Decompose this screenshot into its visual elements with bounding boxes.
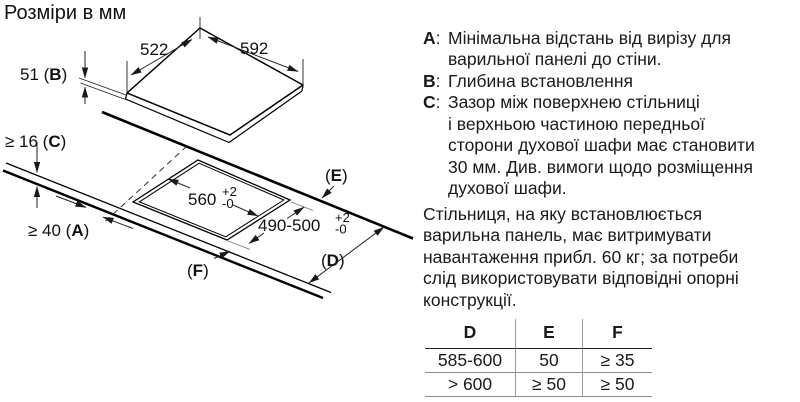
- definition-c-line: духової шафи.: [448, 178, 567, 199]
- dimension-table: [425, 319, 652, 397]
- table-cell: 50: [515, 349, 583, 373]
- dim-522-label: 522: [140, 40, 169, 59]
- label-e: [322, 166, 348, 198]
- definition-a: [423, 28, 798, 71]
- paragraph-line: навантаження прибл. 60 кг; за потреби: [423, 246, 739, 267]
- table-header-e: E: [515, 319, 583, 349]
- extension-line-right: [291, 202, 313, 211]
- definition-c-line: сторони духової шафи має становити: [448, 135, 755, 156]
- dim-560-tol-minus: -0: [222, 196, 234, 211]
- dim-a-label: ≥ 40 (A): [28, 221, 90, 240]
- cooktop-outline: [79, 28, 303, 143]
- table-header-d: D: [425, 319, 515, 349]
- page-title: Розміри в мм: [4, 2, 127, 24]
- label-f: [187, 251, 230, 280]
- dim-560-label: 560: [188, 190, 217, 209]
- dim-install-depth-b: [20, 51, 85, 104]
- definition-c: [423, 92, 798, 199]
- paragraph-line: конструкції.: [423, 289, 517, 310]
- definition-c-line: і верхньою частиною передньої: [448, 113, 706, 134]
- cooktop-slab-edge-lower: [81, 83, 126, 100]
- definition-c-line: 30 мм. Див. вимоги щодо розміщення: [448, 156, 753, 177]
- paragraph-line: Стільниця, на яку встановлюється: [423, 204, 703, 224]
- table-header-f: F: [583, 319, 652, 349]
- dim-490-tol-minus: -0: [335, 221, 347, 237]
- dim-b-label: 51 (B): [20, 65, 68, 84]
- table-cell: ≥ 50: [515, 373, 583, 397]
- paragraph-line: слід використовувати відповідні опорні: [423, 268, 739, 289]
- definition-b-label: B:: [423, 70, 441, 91]
- table-cell: ≥ 50: [583, 373, 652, 397]
- dim-490-label: 490-500: [258, 216, 321, 235]
- load-paragraph: [423, 204, 798, 311]
- svg-text:(E): (E): [325, 166, 348, 185]
- dim-592-label: 592: [240, 39, 269, 58]
- definition-c-line: Зазор між поверхнею стільниці: [448, 92, 700, 113]
- paragraph-line: варильна панель, має витримувати: [423, 225, 712, 246]
- dim-490-tol-plus: +2: [335, 210, 350, 225]
- extension-line-bottom: [228, 241, 250, 250]
- svg-text:(D): (D): [321, 251, 345, 270]
- definition-c-label: C:: [423, 92, 441, 113]
- definition-b-line: Глибина встановлення: [448, 70, 633, 91]
- definitions-list: [423, 28, 798, 200]
- table-cell: 585-600: [425, 349, 515, 373]
- dim-560-tol-plus: +2: [222, 184, 237, 199]
- installation-diagram: [0, 0, 420, 310]
- svg-text:(F): (F): [187, 261, 209, 280]
- table-cell: > 600: [425, 373, 515, 397]
- definition-a-label: A:: [423, 28, 441, 48]
- table-cell: ≥ 35: [583, 349, 652, 373]
- dim-c-label: ≥ 16 (C): [5, 132, 67, 151]
- definition-a-line: Мінімальна відстань від вирізу для: [448, 28, 731, 48]
- cooktop-slab-edge-upper: [79, 78, 126, 95]
- definition-a-line: варильної панелі до стіни.: [448, 49, 662, 70]
- definition-b: [423, 71, 798, 92]
